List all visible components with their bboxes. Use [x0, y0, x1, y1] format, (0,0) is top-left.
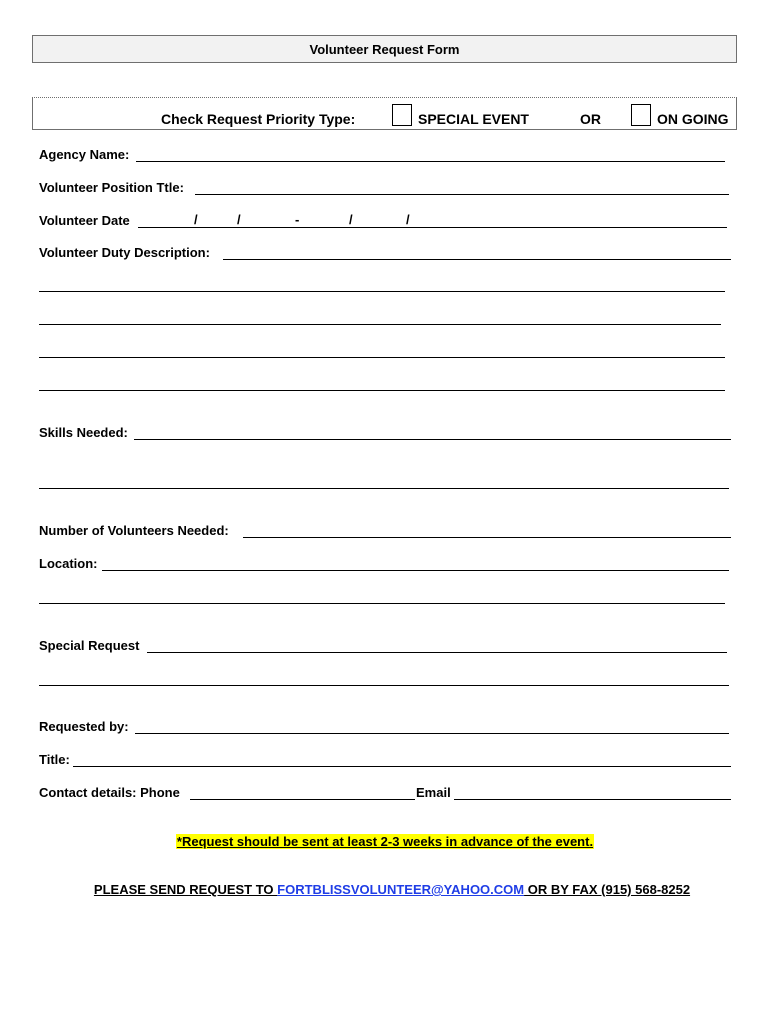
- contact-phone-label: Contact details: Phone: [39, 785, 180, 800]
- advance-notice-text: *Request should be sent at least 2-3 weeks in advance of the event.: [176, 834, 594, 849]
- volunteer-email-link[interactable]: FORTBLISSVOLUNTEER@YAHOO.COM: [277, 882, 525, 897]
- contact-email-label: Email: [416, 785, 451, 800]
- position-title-label: Volunteer Position Ttle:: [39, 180, 184, 195]
- date-separator: /: [406, 212, 410, 227]
- form-title: Volunteer Request Form: [309, 41, 460, 57]
- skills-needed-line[interactable]: [39, 488, 729, 489]
- priority-label: Check Request Priority Type:: [161, 111, 356, 127]
- location-line[interactable]: [39, 603, 725, 604]
- special-request-label: Special Request: [39, 638, 140, 653]
- send-instructions: [0, 882, 770, 898]
- form-title-box: [32, 35, 737, 63]
- duty-description-line[interactable]: [39, 390, 725, 391]
- requester-title-label: Title:: [39, 752, 70, 767]
- requester-title-line[interactable]: [73, 766, 731, 767]
- special-event-label: SPECIAL EVENT: [418, 111, 529, 127]
- duty-description-label: Volunteer Duty Description:: [39, 245, 210, 260]
- requested-by-line[interactable]: [135, 733, 729, 734]
- date-separator: /: [237, 212, 241, 227]
- contact-email-line[interactable]: [454, 799, 731, 800]
- special-request-line[interactable]: [39, 685, 729, 686]
- or-label: OR: [580, 111, 601, 127]
- number-needed-label: Number of Volunteers Needed:: [39, 523, 229, 538]
- date-separator: /: [349, 212, 353, 227]
- volunteer-date-line[interactable]: [138, 227, 727, 228]
- send-prefix: PLEASE SEND REQUEST TO: [93, 882, 278, 897]
- ongoing-label: ON GOING: [657, 111, 729, 127]
- duty-description-line[interactable]: [39, 324, 721, 325]
- send-suffix: OR BY FAX (915) 568-8252: [524, 882, 691, 897]
- special-request-line[interactable]: [147, 652, 727, 653]
- skills-needed-line[interactable]: [134, 439, 731, 440]
- location-line[interactable]: [102, 570, 729, 571]
- date-range-dash: -: [295, 212, 300, 227]
- duty-description-line[interactable]: [39, 291, 725, 292]
- volunteer-date-label: Volunteer Date: [39, 213, 130, 228]
- agency-name-line[interactable]: [136, 161, 725, 162]
- location-label: Location:: [39, 556, 98, 571]
- requested-by-label: Requested by:: [39, 719, 129, 734]
- number-needed-line[interactable]: [243, 537, 731, 538]
- agency-name-label: Agency Name:: [39, 147, 130, 162]
- duty-description-line[interactable]: [39, 357, 725, 358]
- special-event-checkbox[interactable]: [392, 104, 412, 126]
- contact-phone-line[interactable]: [190, 799, 415, 800]
- priority-type-box: [32, 97, 737, 130]
- position-title-line[interactable]: [195, 194, 729, 195]
- advance-notice: [0, 834, 770, 850]
- duty-description-line[interactable]: [223, 259, 731, 260]
- skills-needed-label: Skills Needed:: [39, 425, 128, 440]
- ongoing-checkbox[interactable]: [631, 104, 651, 126]
- date-separator: /: [194, 212, 198, 227]
